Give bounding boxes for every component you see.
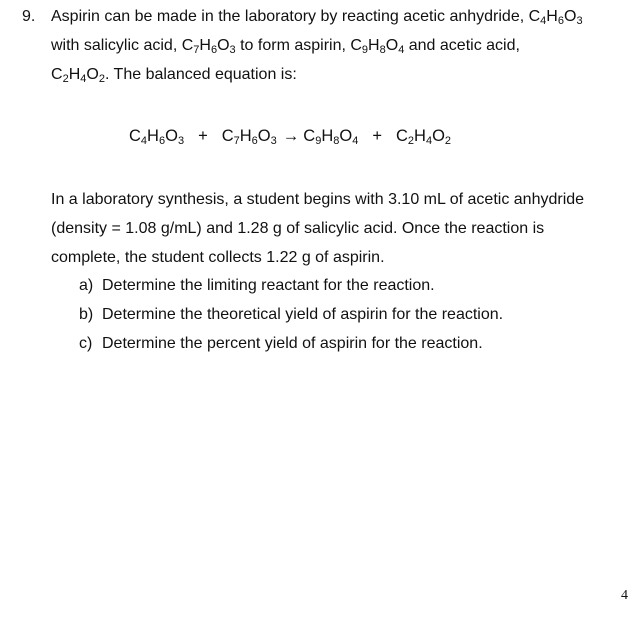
intro-line-1: Aspirin can be made in the laboratory by reacting acetic anhydride, $C_4H_6O_3$ xyxy=(51,8,583,27)
formula-acetic-acid: $C_2H_4O_2$ xyxy=(51,66,105,85)
question-parts xyxy=(79,271,503,358)
synthesis-line-2: (density = 1.08 g/mL) and 1.28 g of salicylic acid. Once the reaction is xyxy=(51,220,545,237)
synthesis-line-1: In a laboratory synthesis, a student begins with 3.10 mL of acetic anhydride xyxy=(51,191,585,208)
part-a-text: Determine the limiting reactant for the reaction. xyxy=(102,277,435,294)
synthesis-paragraph xyxy=(51,185,621,272)
part-c-text: Determine the percent yield of aspirin for the reaction. xyxy=(102,335,483,352)
part-b-text: Determine the theoretical yield of aspirin for the reaction. xyxy=(102,306,504,323)
balanced-equation xyxy=(129,121,451,151)
eq-salicylic-acid: $C_7H_6O_3$ xyxy=(221,127,277,147)
eq-acetic-anhydride: $C_4H_6O_3$ xyxy=(129,127,185,147)
part-c-letter: c) xyxy=(79,335,93,352)
part-b-letter: b) xyxy=(79,306,94,323)
formula-acetic-anhydride: $C_4H_6O_3$ xyxy=(528,8,583,27)
eq-aspirin: $C_9H_8O_4$ xyxy=(303,127,359,147)
eq-acetic-acid: $C_2H_4O_2$ xyxy=(395,127,452,147)
eq-plus-2: + xyxy=(372,127,382,145)
eq-arrow-icon: → xyxy=(282,127,300,145)
formula-aspirin: $C_9H_8O_4$ xyxy=(350,37,405,56)
part-c xyxy=(79,329,503,358)
page-number: 4 xyxy=(621,588,628,603)
synthesis-line-3: complete, the student collects 1.22 g of aspirin. xyxy=(51,249,385,266)
question-intro xyxy=(51,2,621,89)
intro-line-2: with salicylic acid, $C_7H_6O_3$ to form aspirin, $C_9H_8O_4$ and acetic acid, xyxy=(51,37,520,56)
intro-line-3: $C_2H_4O_2$. The balanced equation is: xyxy=(51,66,297,85)
part-b xyxy=(79,300,503,329)
eq-plus-1: + xyxy=(198,127,208,145)
part-a xyxy=(79,271,503,300)
part-a-letter: a) xyxy=(79,277,94,294)
formula-salicylic-acid: $C_7H_6O_3$ xyxy=(181,37,236,56)
question-number: 9. xyxy=(22,8,36,25)
